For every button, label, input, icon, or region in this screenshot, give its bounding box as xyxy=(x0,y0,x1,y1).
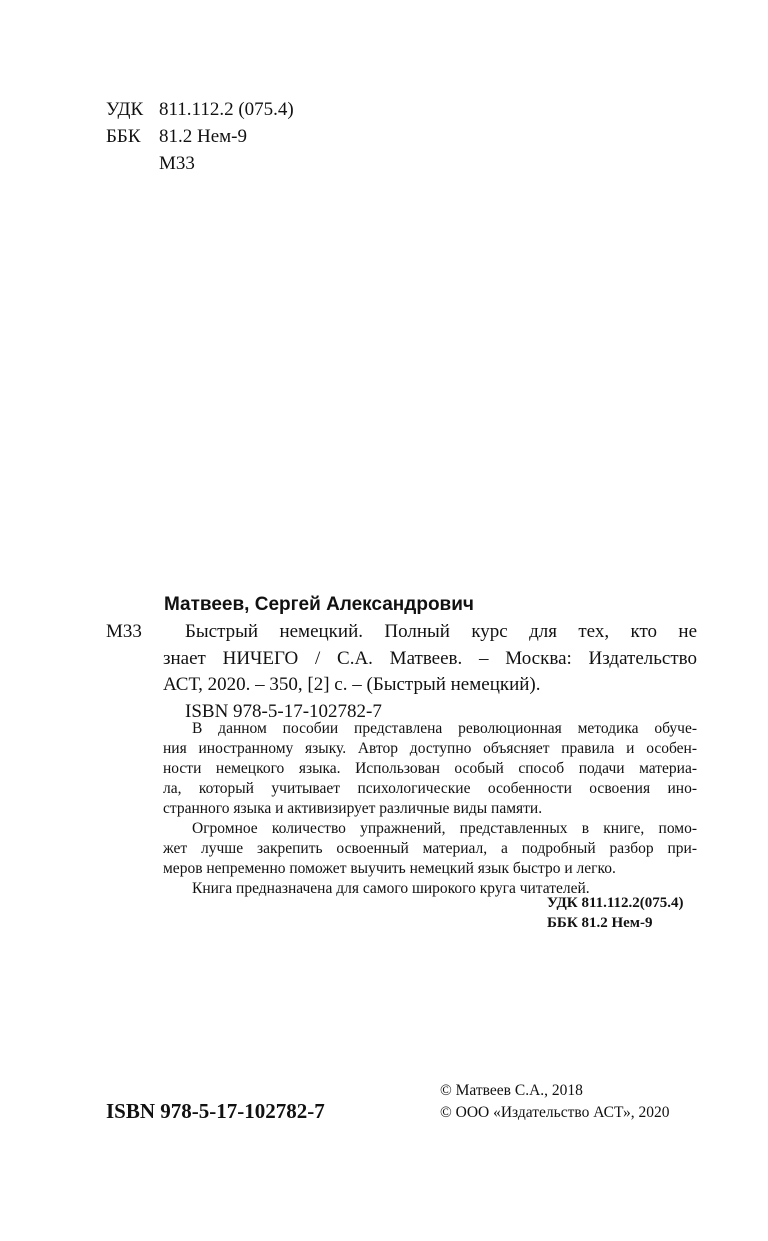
biblio-line: Быстрый немецкий. Полный курс для тех, кто не xyxy=(185,621,697,642)
udk-label: УДК xyxy=(106,99,144,120)
bibliographic-description xyxy=(163,619,697,725)
bbk-label: ББК xyxy=(106,126,141,147)
udk-value: 811.112.2 (075.4) xyxy=(159,99,294,120)
copyright-author: © Матвеев С.А., 2018 xyxy=(440,1082,583,1099)
biblio-line: АСТ, 2020. – 350, [2] с. – (Быстрый немецкий). xyxy=(163,674,541,695)
biblio-line: знает НИЧЕГО / С.А. Матвеев. – Москва: Издательство xyxy=(163,647,697,669)
abstract-line: В данном пособии представлена революционная методика обуче- xyxy=(192,720,697,737)
author-name: Матвеев, Сергей Александрович xyxy=(164,594,474,615)
abstract-udk: УДК 811.112.2(075.4) xyxy=(547,895,684,911)
abstract-bbk: ББК 81.2 Нем-9 xyxy=(547,915,653,931)
abstract-line: жет лучше закрепить освоенный материал, а подробный разбор при- xyxy=(163,840,697,857)
footer-isbn: ISBN 978-5-17-102782-7 xyxy=(106,1099,325,1123)
author-mark-header: М33 xyxy=(159,153,195,174)
abstract-line: ния иностранному языку. Автор доступно объясняет правила и особен- xyxy=(163,740,697,757)
record-isbn: ISBN 978-5-17-102782-7 xyxy=(185,700,382,722)
abstract-line: ности немецкого языка. Использован особый способ подачи материа- xyxy=(163,760,697,777)
udk-header xyxy=(106,96,294,123)
abstract-line: Огромное количество упражнений, представленных в книге, помо- xyxy=(192,820,697,837)
bbk-value: 81.2 Нем-9 xyxy=(159,126,248,147)
record-mark: М33 xyxy=(106,621,142,642)
bbk-header xyxy=(106,123,247,150)
abstract-line: меров непременно поможет выучить немецкий язык быстро и легко. xyxy=(163,860,616,877)
copyright-publisher: © ООО «Издательство АСТ», 2020 xyxy=(440,1104,670,1121)
abstract-line: Книга предназначена для самого широкого круга читателей. xyxy=(192,880,590,897)
abstract-line: ла, который учитывает психологические особенности освоения ино- xyxy=(163,780,697,797)
abstract-line: странного языка и активизирует различные виды памяти. xyxy=(163,800,543,817)
abstract xyxy=(163,719,697,899)
